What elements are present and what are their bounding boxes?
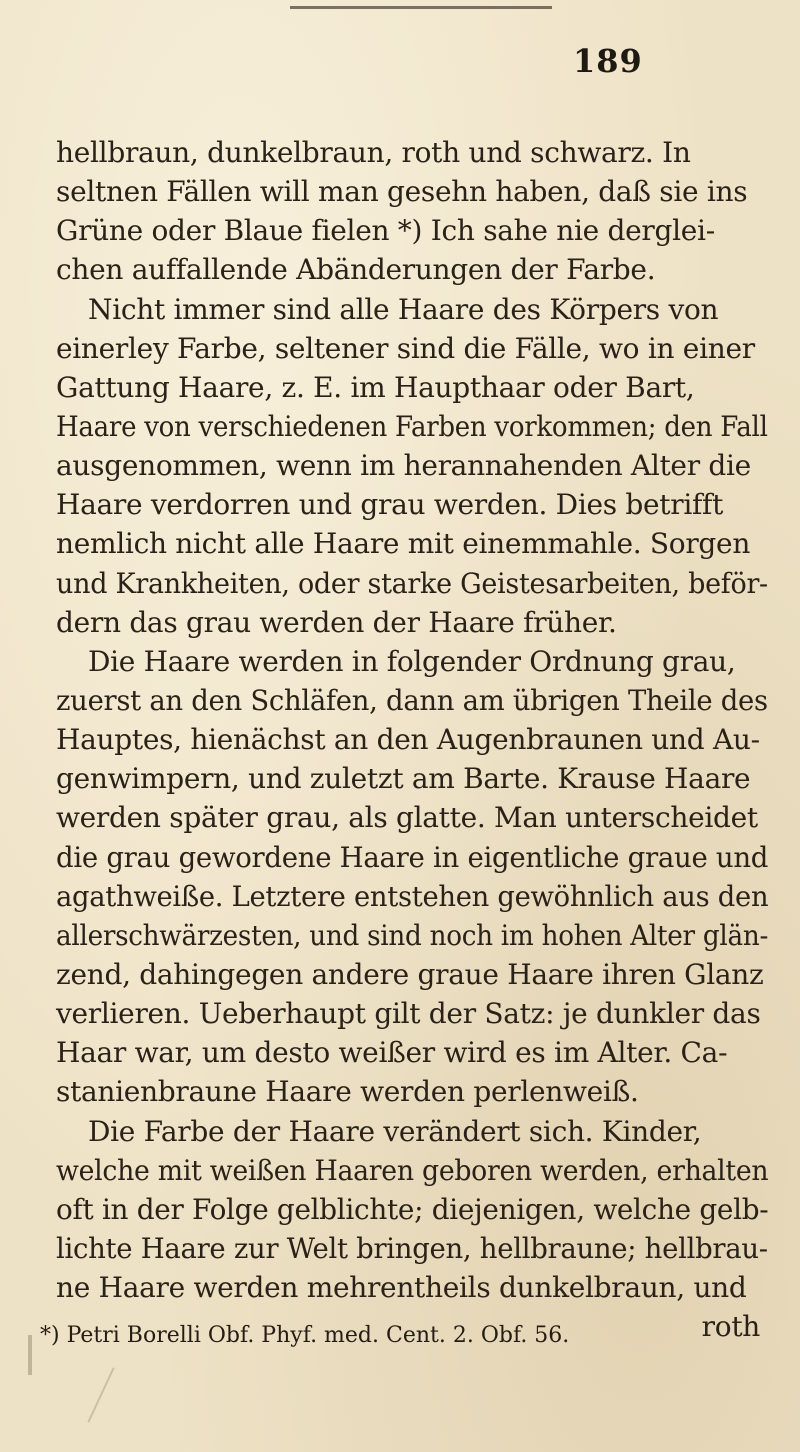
line-content: verlieren. Ueberhaupt gilt der Satz: je dunkler das <box>56 997 761 1031</box>
text-line <box>56 211 768 250</box>
text-line <box>56 994 768 1033</box>
line-content: welche mit weißen Haaren geboren werden, erhalten <box>56 1153 769 1187</box>
text-line <box>56 485 768 524</box>
text-line <box>56 916 768 955</box>
line-content: Die Haare werden in folgender Ordnung grau, <box>88 644 736 678</box>
line-content: stanienbraune Haare werden perlenweiß. <box>56 1075 639 1109</box>
text-line <box>56 720 768 759</box>
line-content: hellbraun, dunkelbraun, roth und schwarz. In <box>56 136 691 169</box>
line-content: Gattung Haare, z. E. im Haupthaar oder Bart, <box>56 370 695 404</box>
page-number: 189 <box>573 42 643 80</box>
text-line <box>56 133 768 172</box>
line-content: die grau gewordene Haare in eigentliche graue und <box>56 840 769 874</box>
text-line <box>56 603 768 642</box>
text-line <box>56 1033 768 1072</box>
text-line <box>56 172 768 211</box>
text-line <box>56 1229 768 1268</box>
text-line <box>56 564 768 603</box>
text-line <box>56 798 768 837</box>
text-line <box>56 290 768 329</box>
text-line <box>56 250 768 289</box>
line-content: werden später grau, als glatte. Man unterscheidet <box>56 801 758 835</box>
text-line <box>56 1112 768 1151</box>
line-content: Nicht immer sind alle Haare des Körpers von <box>88 292 719 326</box>
text-line <box>56 1151 768 1190</box>
text-line <box>56 1268 768 1307</box>
line-content: ne Haare werden mehrentheils dunkelbraun, und <box>56 1271 747 1305</box>
line-content: dern das grau werden der Haare früher. <box>56 605 617 639</box>
line-content: Die Farbe der Haare verändert sich. Kinder, <box>88 1114 702 1148</box>
line-content: allerschwärzesten, und sind noch im hohen Alter glän- <box>56 918 769 952</box>
line-content: genwimpern, und zuletzt am Barte. Krause Haare <box>56 762 751 796</box>
scan-artifact <box>28 1335 32 1375</box>
text-line <box>56 759 768 798</box>
header-rule <box>290 6 552 9</box>
text-line <box>56 955 768 994</box>
body-text <box>56 133 768 1346</box>
line-content: Haar war, um desto weißer wird es im Alter. Ca- <box>56 1036 728 1070</box>
text-line <box>56 1072 768 1111</box>
line-content: ausgenommen, wenn im herannahenden Alter die <box>56 449 751 483</box>
line-content: Hauptes, hienächst an den Augenbraunen und Au- <box>56 723 760 757</box>
line-content: zuerst an den Schläfen, dann am übrigen Theile des <box>56 683 768 717</box>
line-content: nemlich nicht alle Haare mit einemmahle. Sorgen <box>56 527 751 561</box>
line-content: oft in der Folge gelblichte; diejenigen, welche gelb- <box>56 1192 769 1226</box>
line-content: chen auffallende Abänderungen der Farbe. <box>56 253 656 287</box>
line-content: Haare verdorren und grau werden. Dies betrifft <box>56 488 724 522</box>
text-line <box>56 368 768 407</box>
line-content: und Krankheiten, oder starke Geistesarbeiten, beför- <box>56 566 768 600</box>
line-content: einerley Farbe, seltener sind die Fälle, wo in einer <box>56 331 755 365</box>
ink-stroke <box>87 1367 114 1422</box>
text-line <box>56 524 768 563</box>
text-line <box>56 877 768 916</box>
line-content: roth <box>701 1310 760 1344</box>
footnote: *) Petri Borelli Obf. Phyf. med. Cent. 2. Obf. 56. <box>40 1323 570 1348</box>
text-line <box>56 642 768 681</box>
text-line <box>56 838 768 877</box>
text-line <box>56 446 768 485</box>
line-content: Grüne oder Blaue fielen *) Ich sahe nie derglei- <box>56 214 715 248</box>
line-content: agathweiße. Letztere entstehen gewöhnlich aus den <box>56 879 769 913</box>
text-line <box>56 681 768 720</box>
text-line <box>56 407 768 446</box>
line-content: seltnen Fällen will man gesehn haben, daß sie ins <box>56 175 748 209</box>
text-line <box>56 1190 768 1229</box>
line-content: lichte Haare zur Welt bringen, hellbraune; hellbrau- <box>56 1231 768 1265</box>
line-content: zend, dahingegen andere graue Haare ihren Glanz <box>56 957 764 991</box>
line-content: Haare von verschiedenen Farben vorkommen; den Fall <box>56 409 768 443</box>
text-line <box>56 329 768 368</box>
